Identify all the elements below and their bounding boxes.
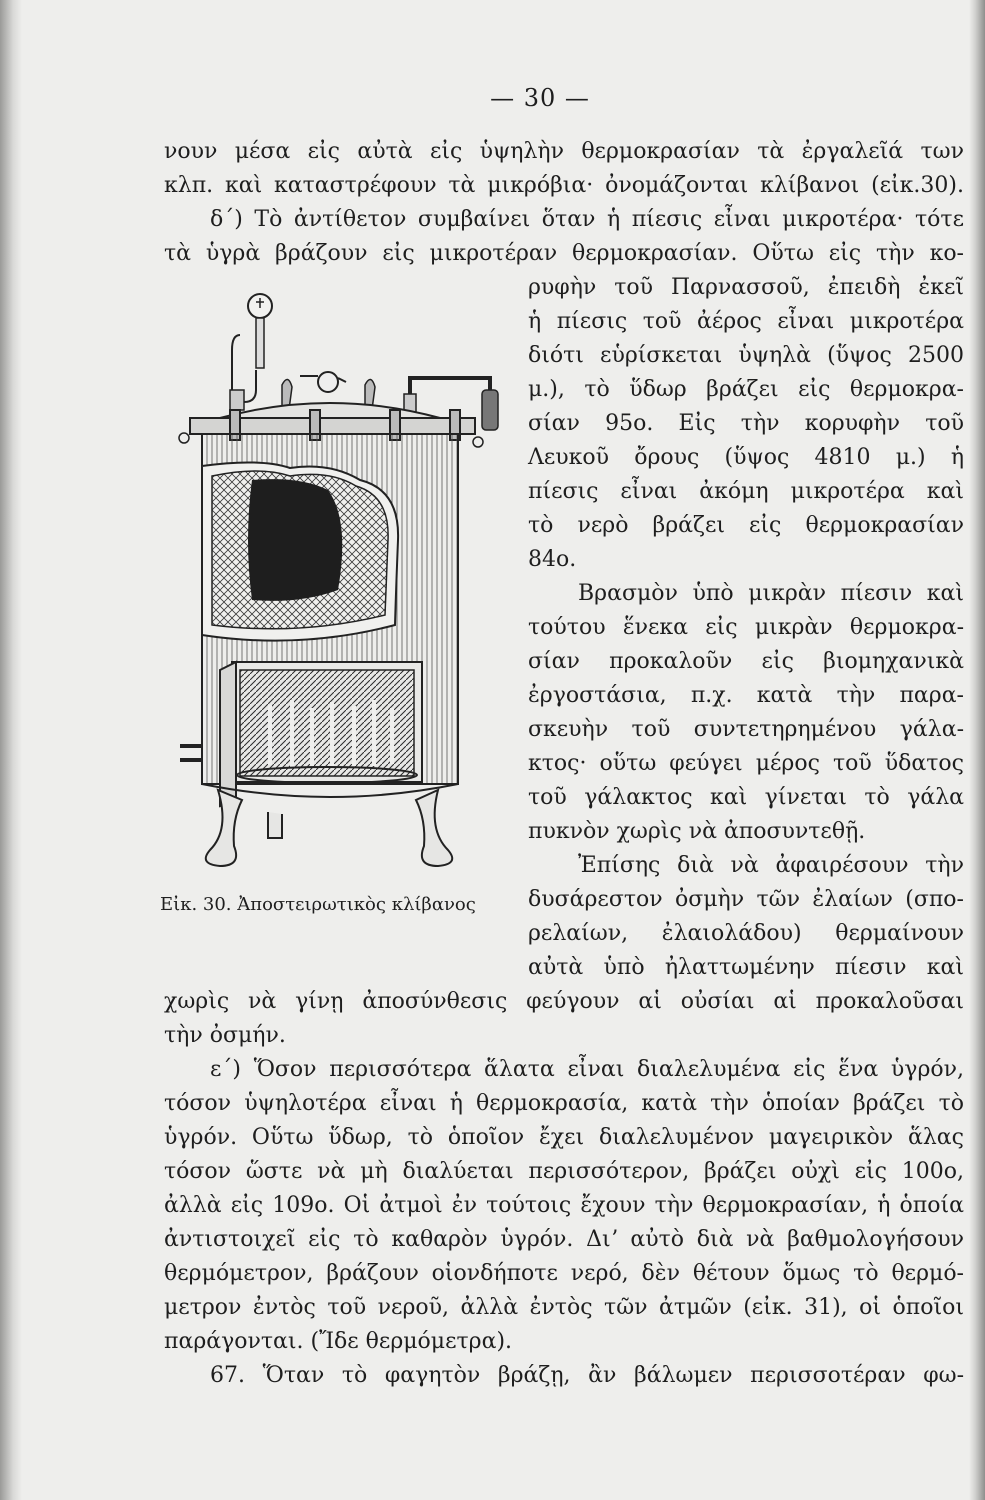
text-line: ἡ πίεσις τοῦ ἀέρος εἶναι μικροτέρα bbox=[528, 309, 964, 334]
text-line: ἀντιστοιχεῖ εἰς τὸ καθαρὸν ὑγρόν. Διʼ αὐτὸ διὰ νὰ βαθμολογήσουν bbox=[164, 1227, 964, 1252]
text-line: μ.), τὸ ὕδωρ βράζει εἰς θερμοκρα- bbox=[528, 377, 964, 402]
text-line: ε΄) Ὅσον περισσότερα ἅλατα εἶναι διαλελυμένα εἰς ἕνα ὑγρόν, bbox=[210, 1057, 964, 1082]
page-number: — 30 — bbox=[490, 84, 590, 112]
text-line: τούτου ἕνεκα εἰς μικρὰν θερμοκρα- bbox=[528, 615, 964, 640]
text-line: 84ο. bbox=[528, 547, 577, 572]
text-line: ἀλλὰ εἰς 109ο. Οἱ ἀτμοὶ ἐν τούτοις ἔχουν τὴν θερμοκρασίαν, ἡ ὁποία bbox=[164, 1193, 964, 1218]
text-line: κλπ. καὶ καταστρέφουν τὰ μικρόβια· ὀνομάζονται κλίβανοι (εἰκ.30). bbox=[164, 173, 964, 198]
text-line: τόσον ὑψηλοτέρα εἶναι ἡ θερμοκρασία, κατὰ τὴν ὁποίαν βράζει τὸ bbox=[164, 1091, 964, 1116]
text-line: σίαν 95ο. Εἰς τὴν κορυφὴν τοῦ bbox=[528, 411, 964, 436]
text-line: πυκνὸν χωρὶς νὰ ἀποσυντεθῇ. bbox=[528, 819, 866, 844]
text-line: θερμόμετρον, βράζουν οἱονδήποτε νερό, δὲν θέτουν ὅμως τὸ θερμό- bbox=[164, 1261, 964, 1286]
autoclave-illustration bbox=[160, 290, 500, 880]
text-line: ρυφὴν τοῦ Παρνασσοῦ, ἐπειδὴ ἐκεῖ bbox=[528, 275, 964, 300]
text-line: δυσάρεστον ὀσμὴν τῶν ἐλαίων (σπο- bbox=[528, 887, 964, 912]
text-line: τὸ νερὸ βράζει εἰς θερμοκρασίαν bbox=[528, 513, 964, 538]
text-line: διότι εὑρίσκεται ὑψηλὰ (ὕψος 2500 bbox=[528, 343, 964, 368]
text-line: Λευκοῦ ὄρους (ὕψος 4810 μ.) ἡ bbox=[528, 445, 964, 470]
text-line: τὰ ὑγρὰ βράζουν εἰς μικροτέραν θερμοκρασίαν. Οὕτω εἰς τὴν κο- bbox=[164, 241, 964, 266]
text-line: κτος· οὕτω φεύγει μέρος τοῦ ὕδατος bbox=[528, 751, 964, 776]
text-line: μετρον ἐντὸς τοῦ νεροῦ, ἀλλὰ ἐντὸς τῶν ἀτμῶν (εἰκ. 31), οἱ ὁποῖοι bbox=[164, 1295, 964, 1320]
text-line: σίαν προκαλοῦν εἰς βιομηχανικὰ bbox=[528, 649, 964, 674]
text-line: δ΄) Τὸ ἀντίθετον συμβαίνει ὅταν ἡ πίεσις εἶναι μικροτέρα· τότε bbox=[210, 207, 964, 232]
text-line: 67. Ὅταν τὸ φαγητὸν βράζῃ, ἂν βάλωμεν περισσοτέραν φω- bbox=[210, 1363, 964, 1388]
text-line: νουν μέσα εἰς αὐτὰ εἰς ὑψηλὴν θερμοκρασίαν τὰ ἐργαλεῖά των bbox=[164, 139, 964, 164]
text-line: σκευὴν τοῦ συντετηρημένου γάλα- bbox=[528, 717, 964, 742]
figure-caption: Εἰκ. 30. Ἀποστειρωτικὸς κλίβανος bbox=[160, 894, 476, 915]
text-line: πίεσις εἶναι ἀκόμη μικροτέρα καὶ bbox=[528, 479, 964, 504]
text-line: Ἐπίσης διὰ νὰ ἀφαιρέσουν τὴν bbox=[578, 853, 964, 878]
text-line: παράγονται. (Ἴδε θερμόμετρα). bbox=[164, 1329, 513, 1354]
page-edge-left bbox=[0, 0, 22, 1500]
text-line: ὑγρόν. Οὕτω ὕδωρ, τὸ ὁποῖον ἔχει διαλελυμένον μαγειρικὸν ἅλας bbox=[164, 1125, 964, 1150]
text-line: τὴν ὀσμήν. bbox=[164, 1023, 286, 1048]
page-edge-right bbox=[969, 0, 985, 1500]
text-line: ἐργοστάσια, π.χ. κατὰ τὴν παρα- bbox=[528, 683, 964, 708]
text-line: αὐτὰ ὑπὸ ἠλαττωμένην πίεσιν καὶ bbox=[528, 955, 964, 980]
text-line: τοῦ γάλακτος καὶ γίνεται τὸ γάλα bbox=[528, 785, 964, 810]
text-line: χωρὶς νὰ γίνῃ ἀποσύνθεσις φεύγουν αἱ οὐσίαι αἱ προκαλοῦσαι bbox=[164, 989, 964, 1014]
text-line: τόσον ὥστε νὰ μὴ διαλύεται περισσότερον, βράζει οὐχὶ εἰς 100ο, bbox=[164, 1159, 964, 1184]
text-line: Βρασμὸν ὑπὸ μικρὰν πίεσιν καὶ bbox=[578, 581, 964, 606]
text-line: ρελαίων, ἐλαιολάδου) θερμαίνουν bbox=[528, 921, 964, 946]
